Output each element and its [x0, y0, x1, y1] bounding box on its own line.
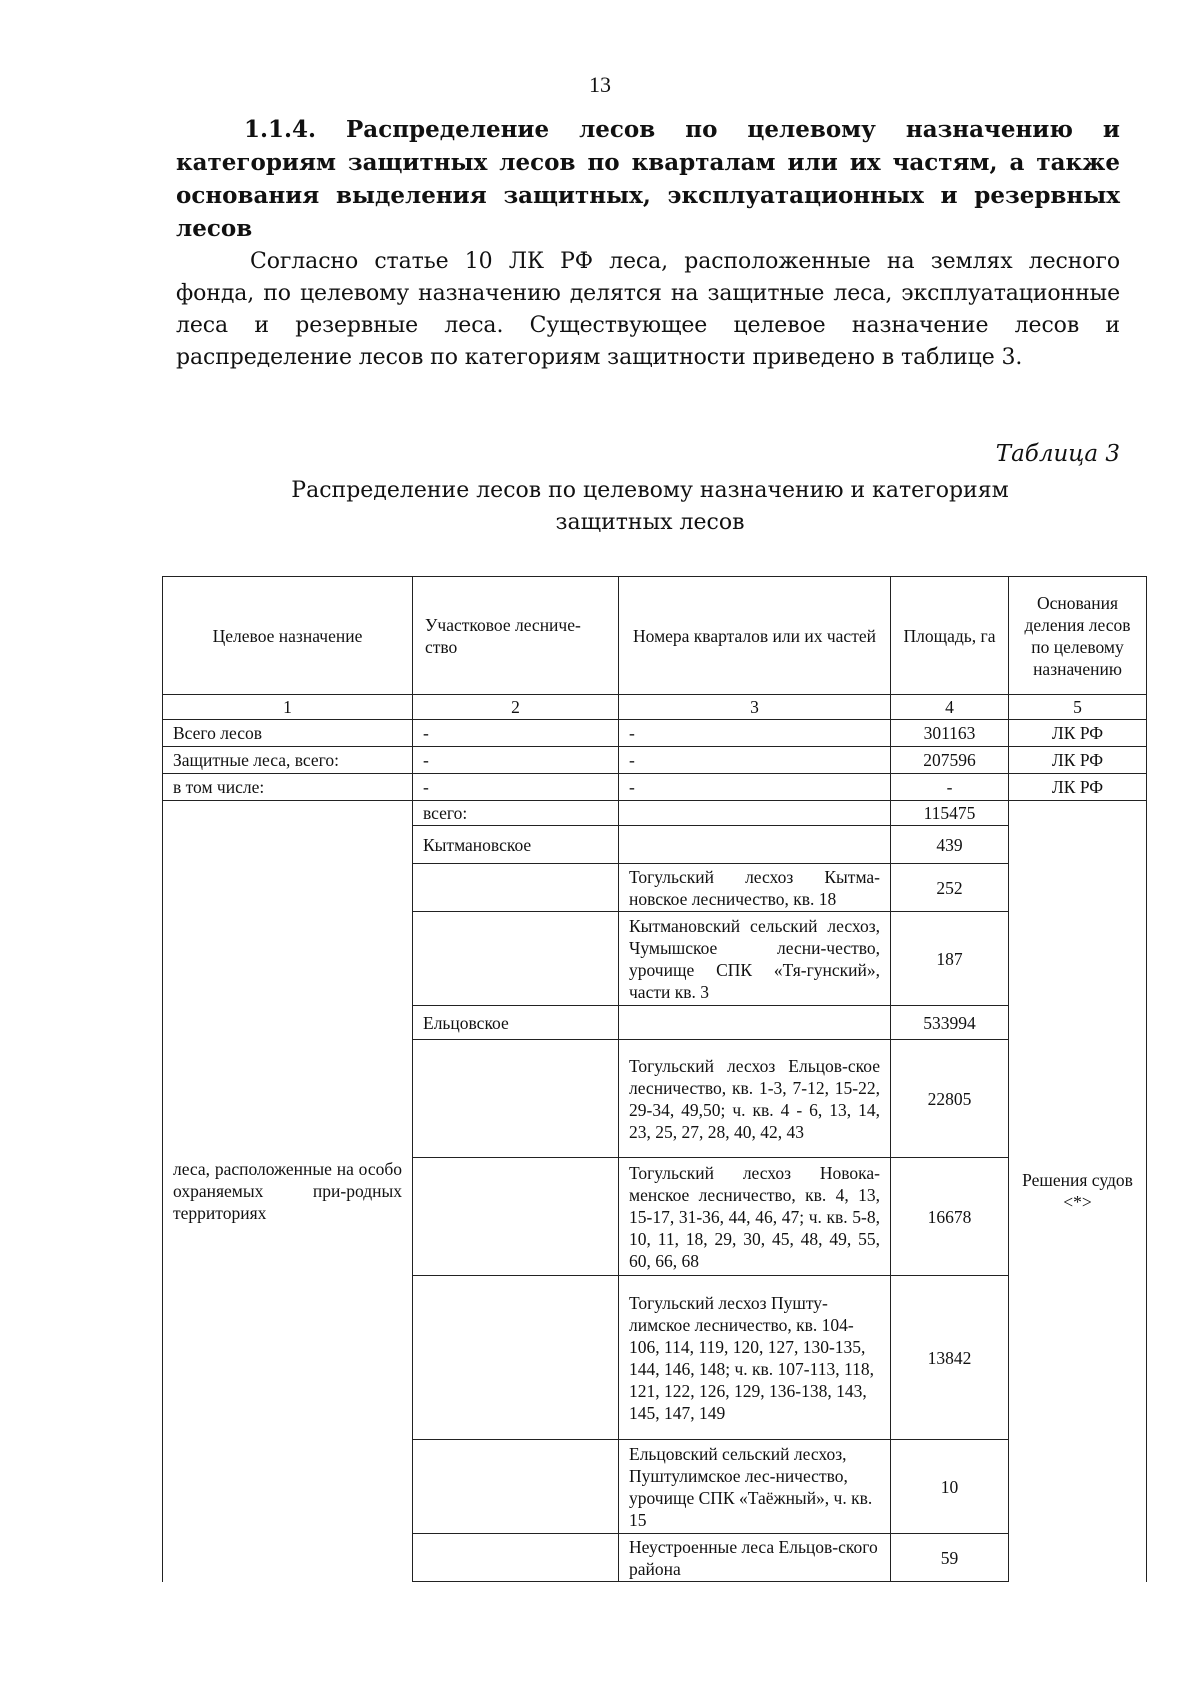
- column-number: 5: [1009, 695, 1147, 720]
- column-number: 3: [619, 695, 891, 720]
- cell-basis: ЛК РФ: [1009, 747, 1147, 774]
- cell-purpose: в том числе:: [163, 774, 413, 801]
- cell-area: 252: [891, 864, 1009, 912]
- section-heading: 1.1.4. Распределение лесов по целевому назначению и категориям защитных лесов по кварталам или их частям, а также основания выделения защитных, эксплуатационных и резервных лесов: [176, 116, 1120, 242]
- page-number: 13: [589, 72, 611, 97]
- cell-forestry: [413, 1040, 619, 1158]
- cell-area: 16678: [891, 1158, 1009, 1276]
- cell-quarters: Ельцовский сельский лесхоз, Пуштулимское лес-ничество, урочище СПК «Таёжный», ч. кв. 15: [619, 1440, 891, 1534]
- table-number: Таблица 3: [995, 441, 1120, 467]
- table-row: [163, 774, 1147, 801]
- cell-quarters: -: [619, 720, 891, 747]
- column-number: 2: [413, 695, 619, 720]
- cell-area: 59: [891, 1534, 1009, 1582]
- table-row: [163, 801, 1147, 826]
- body-paragraph: Согласно статье 10 ЛК РФ леса, расположенные на землях лесного фонда, по целевому назначению делятся на защитные леса, эксплуатационные леса и резервные леса. Существующее целевое назначение лесов и распределение лесов по категориям защитности приведено в таблице 3.: [176, 249, 1120, 370]
- header-quarters: Номера кварталов или их частей: [619, 577, 891, 695]
- cell-forestry: [413, 912, 619, 1006]
- cell-forestry: [413, 1158, 619, 1276]
- cell-purpose-oopt: леса, расположенные на особо охраняемых при-родных территориях: [163, 801, 413, 1582]
- cell-forestry: Кытмановское: [413, 826, 619, 864]
- column-number: 4: [891, 695, 1009, 720]
- cell-forestry: [413, 1276, 619, 1440]
- cell-purpose: Защитные леса, всего:: [163, 747, 413, 774]
- header-basis: Основания деления лесов по целевому назначению: [1009, 577, 1147, 695]
- cell-quarters: Тогульский лесхоз Новока-менское лесничество, кв. 4, 13, 15-17, 31-36, 44, 46, 47; ч. кв. 5-8, 10, 11, 18, 29, 30, 45, 48, 49, 55, 60, 66, 68: [619, 1158, 891, 1276]
- cell-quarters: Тогульский лесхоз Ельцов-ское лесничество, кв. 1-3, 7-12, 15-22, 29-34, 49,50; ч. кв. 4 - 6, 13, 14, 23, 25, 27, 28, 40, 42, 43: [619, 1040, 891, 1158]
- column-numbers-row: [163, 695, 1147, 720]
- cell-forestry: [413, 1440, 619, 1534]
- header-area: Площадь, га: [891, 577, 1009, 695]
- cell-quarters: Неустроенные леса Ельцов-ского района: [619, 1534, 891, 1582]
- cell-basis: ЛК РФ: [1009, 720, 1147, 747]
- cell-area: 301163: [891, 720, 1009, 747]
- cell-quarters: -: [619, 747, 891, 774]
- forest-distribution-table: [162, 576, 1147, 1582]
- cell-forestry: -: [413, 720, 619, 747]
- column-number: 1: [163, 695, 413, 720]
- cell-forestry: [413, 1534, 619, 1582]
- cell-area: 207596: [891, 747, 1009, 774]
- table-title: Распределение лесов по целевому назначению и категориям защитных лесов: [291, 478, 1009, 535]
- cell-quarters: -: [619, 774, 891, 801]
- cell-quarters: Тогульский лесхоз Пушту-лимское лесничество, кв. 104-106, 114, 119, 120, 127, 130-135, 144, 146, 148; ч. кв. 107-113, 118, 121, 122, 126, 129, 136-138, 143, 145, 147, 149: [619, 1276, 891, 1440]
- cell-forestry: [413, 864, 619, 912]
- cell-forestry: -: [413, 747, 619, 774]
- cell-area: 439: [891, 826, 1009, 864]
- table-header-row: [163, 577, 1147, 695]
- cell-area: 533994: [891, 1006, 1009, 1040]
- cell-quarters: [619, 1006, 891, 1040]
- table-row: [163, 747, 1147, 774]
- cell-quarters: [619, 801, 891, 826]
- cell-quarters: Тогульский лесхоз Кытма-новское лесничество, кв. 18: [619, 864, 891, 912]
- cell-area: 13842: [891, 1276, 1009, 1440]
- cell-area: 115475: [891, 801, 1009, 826]
- cell-quarters: [619, 826, 891, 864]
- cell-area: 10: [891, 1440, 1009, 1534]
- cell-area: 22805: [891, 1040, 1009, 1158]
- cell-area: -: [891, 774, 1009, 801]
- cell-quarters: Кытмановский сельский лесхоз, Чумышское лесни-чество, урочище СПК «Тя-гунский», части кв. 3: [619, 912, 891, 1006]
- cell-forestry: всего:: [413, 801, 619, 826]
- cell-area: 187: [891, 912, 1009, 1006]
- cell-purpose: Всего лесов: [163, 720, 413, 747]
- cell-forestry: -: [413, 774, 619, 801]
- cell-forestry: Ельцовское: [413, 1006, 619, 1040]
- cell-basis: ЛК РФ: [1009, 774, 1147, 801]
- cell-basis-oopt: Решения судов <*>: [1009, 801, 1147, 1582]
- header-forestry: Участковое лесниче-ство: [413, 577, 619, 695]
- header-purpose: Целевое назначение: [163, 577, 413, 695]
- table-row: [163, 720, 1147, 747]
